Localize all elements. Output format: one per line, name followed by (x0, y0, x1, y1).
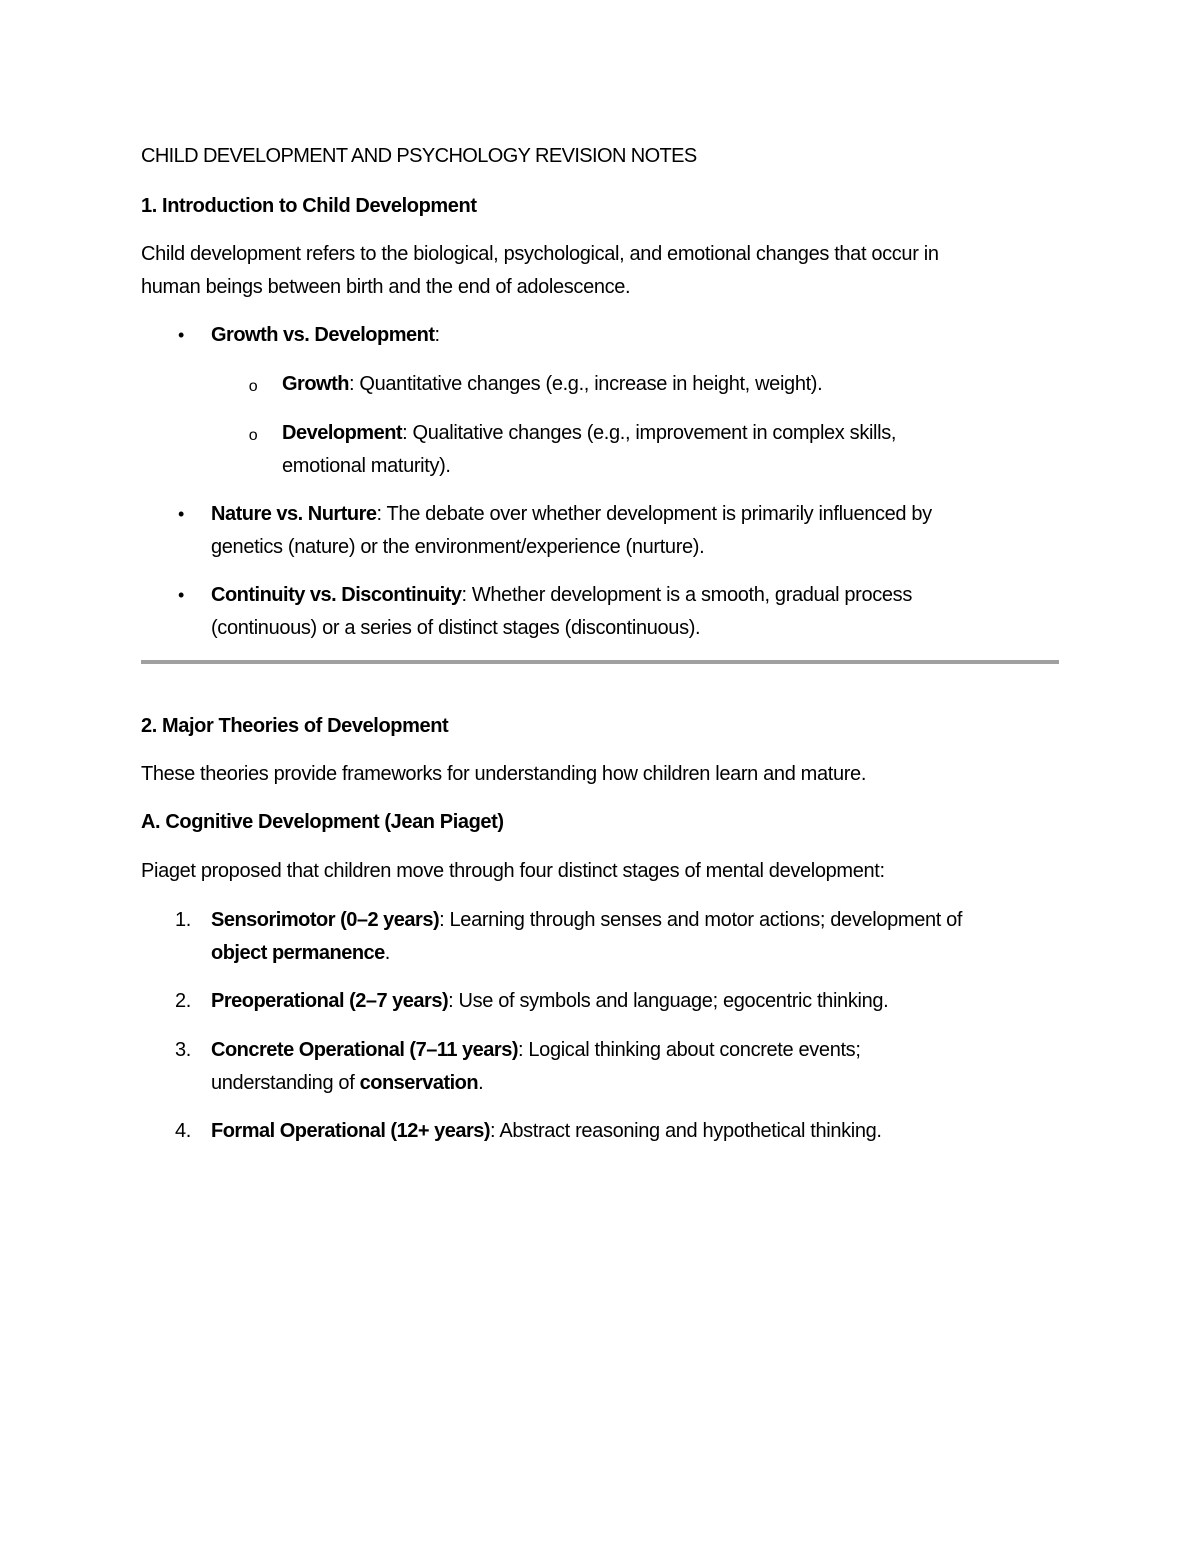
stage-text: : Learning through senses and motor actions; development of (439, 909, 963, 931)
stage-term: Concrete Operational (7–11 years) (211, 1039, 518, 1061)
stage-preoperational (141, 985, 1131, 1018)
section-divider (141, 660, 1059, 664)
sub-bullet-text: emotional maturity). (282, 455, 451, 477)
bullet-text: (continuous) or a series of distinct stages (discontinuous). (211, 617, 701, 639)
stage-term: Sensorimotor (0–2 years) (211, 909, 440, 931)
stage-concrete-operational-continued (141, 1067, 1131, 1100)
stage-term: Formal Operational (12+ years) (211, 1120, 491, 1142)
bullet-continuity-continued (141, 612, 1131, 645)
stage-concrete-operational (141, 1034, 1131, 1067)
sub-bullet-development (141, 417, 1200, 450)
stage-text: : Use of symbols and language; egocentric thinking. (448, 990, 889, 1012)
sub-bullet-marker: o (248, 378, 258, 395)
bullet-term: Growth vs. Development (211, 324, 435, 346)
bullet-term: Continuity vs. Discontinuity (211, 584, 462, 606)
stage-sensorimotor-continued (141, 937, 1131, 970)
bullet-text: : Whether development is a smooth, gradual process (461, 584, 912, 606)
document-title: CHILD DEVELOPMENT AND PSYCHOLOGY REVISION NOTES (141, 145, 697, 167)
sub-bullet-text: : Quantitative changes (e.g., increase in height, weight). (349, 373, 823, 395)
sub-bullet-text: : Qualitative changes (e.g., improvement in complex skills, (402, 422, 897, 444)
bullet-marker: • (178, 504, 184, 524)
stage-term: Preoperational (2–7 years) (211, 990, 449, 1012)
stage-text: . (478, 1072, 484, 1094)
stage-key-term: object permanence (211, 942, 385, 964)
bullet-term: Nature vs. Nurture (211, 503, 377, 525)
stage-key-term: conservation (359, 1072, 479, 1094)
stage-formal-operational (141, 1115, 1131, 1148)
stage-number: 1. (175, 909, 191, 931)
bullet-text: : (434, 324, 440, 346)
section-2-intro: These theories provide frameworks for understanding how children learn and mature. (141, 763, 867, 785)
section-1-intro-line-1: Child development refers to the biological, psychological, and emotional changes that occur in (141, 243, 939, 265)
stage-sensorimotor (141, 904, 1131, 937)
bullet-nature-vs-nurture (141, 498, 1131, 531)
bullet-marker: • (178, 585, 184, 605)
sub-bullet-term: Growth (282, 373, 349, 395)
bullet-marker: • (178, 325, 184, 345)
sub-bullet-term: Development (282, 422, 403, 444)
section-1-heading: 1. Introduction to Child Development (141, 195, 477, 217)
section-2-heading: 2. Major Theories of Development (141, 715, 449, 737)
bullet-nature-vs-nurture-continued (141, 531, 1131, 564)
stage-number: 2. (175, 990, 191, 1012)
bullet-text: genetics (nature) or the environment/experience (nurture). (211, 536, 705, 558)
subsection-a-heading: A. Cognitive Development (Jean Piaget) (141, 811, 504, 833)
bullet-growth-vs-development (141, 319, 1131, 352)
stage-text: : Abstract reasoning and hypothetical thinking. (490, 1120, 882, 1142)
stage-number: 3. (175, 1039, 191, 1061)
subsection-a-intro: Piaget proposed that children move through four distinct stages of mental development: (141, 860, 885, 882)
bullet-text: : The debate over whether development is primarily influenced by (376, 503, 932, 525)
sub-bullet-growth (141, 368, 1200, 401)
stage-number: 4. (175, 1120, 191, 1142)
bullet-continuity-vs-discontinuity (141, 579, 1131, 612)
stage-text: understanding of (211, 1072, 360, 1094)
sub-bullet-development-continued (141, 450, 1200, 483)
stage-text: : Logical thinking about concrete events; (517, 1039, 861, 1061)
section-1-intro-line-2: human beings between birth and the end of adolescence. (141, 276, 631, 298)
sub-bullet-marker: o (248, 427, 258, 444)
stage-text: . (384, 942, 391, 964)
